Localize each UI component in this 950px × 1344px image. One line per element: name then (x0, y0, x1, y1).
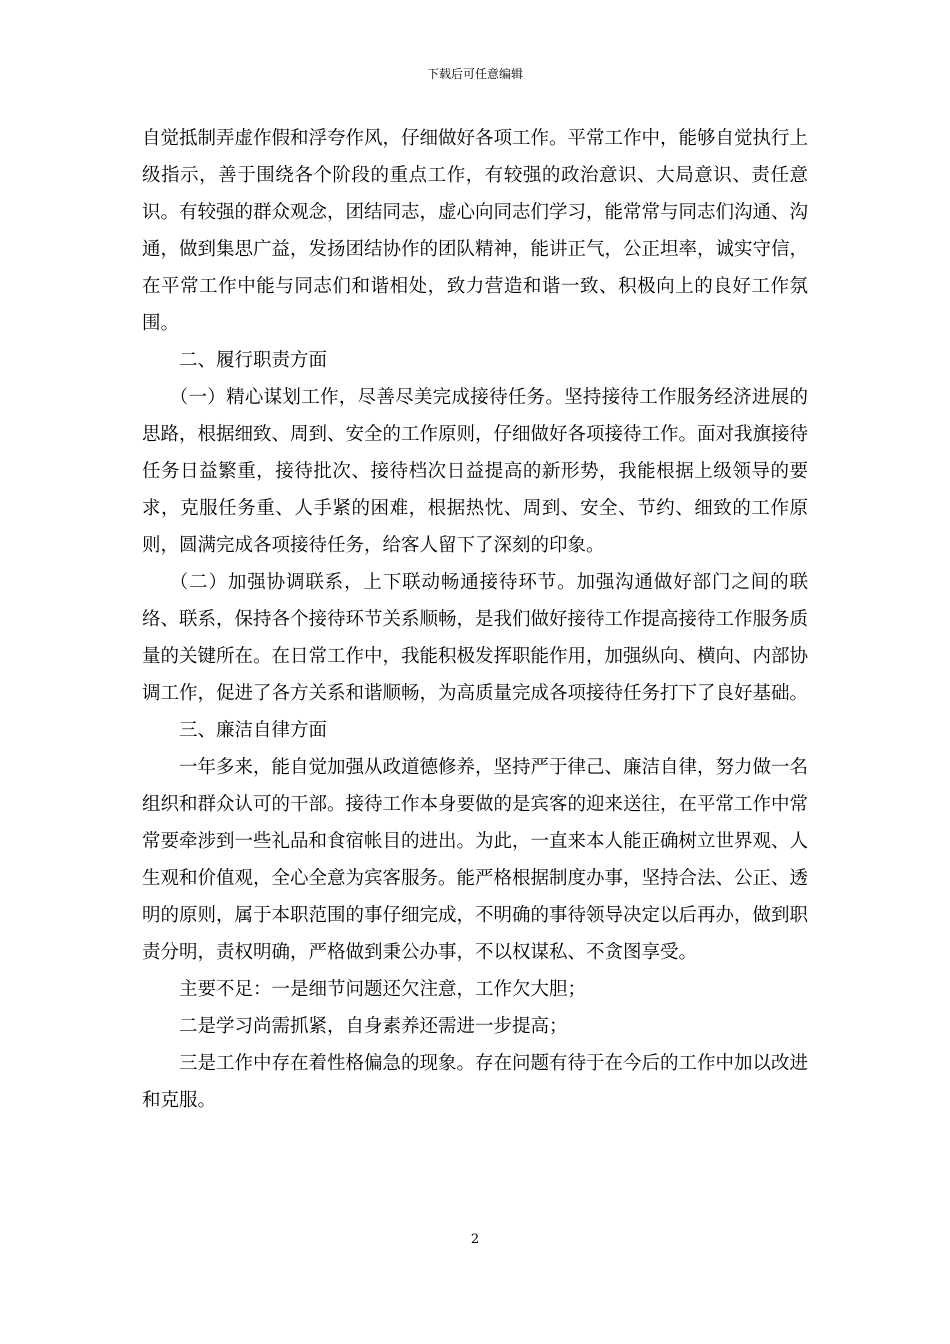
paragraph-duties-coordination: （二）加强协调联系，上下联动畅通接待环节。加强沟通做好部门之间的联络、联系，保持各个接待环节关系顺畅，是我们做好接待工作提高接待工作服务质量的关键所在。在日常工作中，我能积极发挥职能作用，加强纵向、横向、内部协调工作，促进了各方关系和谐顺畅，为高质量完成各项接待任务打下了良好基础。 (142, 572, 809, 704)
document-body (142, 120, 808, 1119)
paragraph-shortcoming-2: 二是学习尚需抓紧，自身素养还需进一步提高； (179, 1016, 568, 1037)
section-heading-duties: 二、履行职责方面 (179, 350, 328, 371)
page-number: 2 (470, 1232, 480, 1247)
paragraph-integrity: 一年多来，能自觉加强从政道德修养，坚持严于律己、廉洁自律，努力做一名组织和群众认可的干部。接待工作本身要做的是宾客的迎来送往，在平常工作中常常要牵涉到一些礼品和食宿帐目的进出。为此，一直来本人能正确树立世界观、人生观和价值观，全心全意为宾客服务。能严格根据制度办事，坚持合法、公正、透明的原则，属于本职范围的事仔细完成，不明确的事待领导决定以后再办，做到职责分明，责权明确，严格做到秉公办事，不以权谋私、不贪图享受。 (142, 757, 809, 963)
section-heading-integrity: 三、廉洁自律方面 (179, 720, 328, 741)
page-header: 下载后可任意编辑 (426, 67, 523, 81)
paragraph-shortcoming-3: 三是工作中存在着性格偏急的现象。存在问题有待于在今后的工作中加以改进和克服。 (142, 1053, 809, 1111)
paragraph-duties-planning: （一）精心谋划工作，尽善尽美完成接待任务。坚持接待工作服务经济进展的思路，根据细致、周到、安全的工作原则，仔细做好各项接待工作。面对我旗接待任务日益繁重，接待批次、接待档次日益提高的新形势，我能根据上级领导的要求，克服任务重、人手紧的困难，根据热忱、周到、安全、节约、细致的工作原则，圆满完成各项接待任务，给客人留下了深刻的印象。 (142, 387, 809, 556)
paragraph-shortcoming-1: 主要不足：一是细节问题还欠注意，工作欠大胆； (179, 979, 587, 1000)
paragraph-conduct-continued: 自觉抵制弄虚作假和浮夸作风，仔细做好各项工作。平常工作中，能够自觉执行上级指示，善于围绕各个阶段的重点工作，有较强的政治意识、大局意识、责任意识。有较强的群众观念，团结同志，虚心向同志们学习，能常常与同志们沟通、沟通，做到集思广益，发扬团结协作的团队精神，能讲正气，公正坦率，诚实守信，在平常工作中能与同志们和谐相处，致力营造和谐一致、积极向上的良好工作氛围。 (142, 128, 809, 334)
